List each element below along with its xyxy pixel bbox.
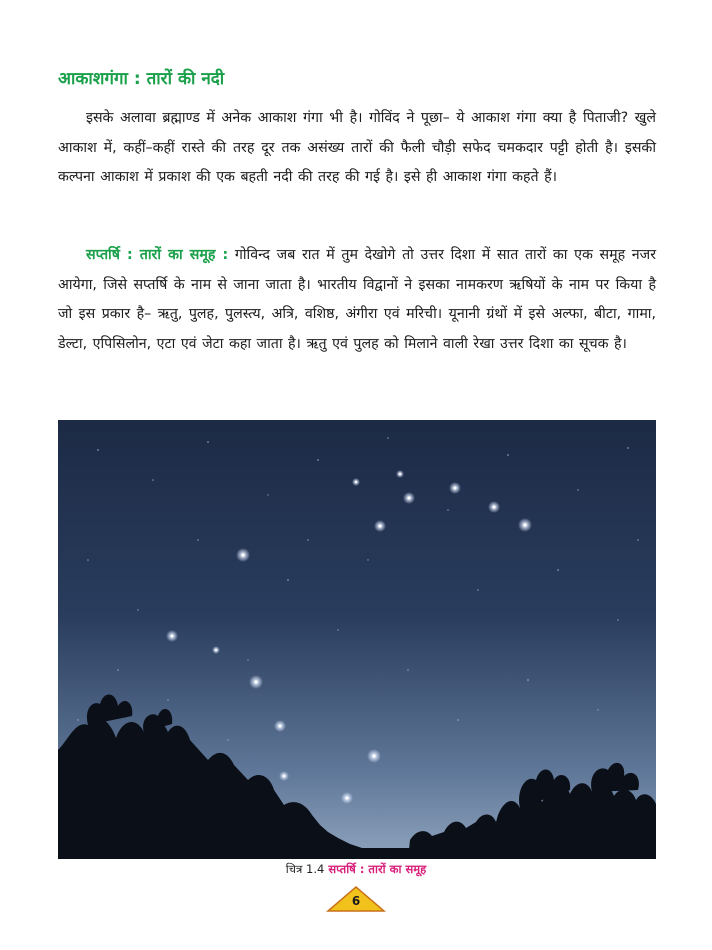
section-heading-saptarishi: सप्तर्षि : तारों का समूह : [86,247,229,263]
saptarishi-photo-illustration [58,420,656,859]
night-sky-photo [58,420,656,859]
page-number: 6 [351,894,361,908]
paragraph-saptarishi-text: गोविन्द जब रात में तुम देखोगे तो उत्तर दिशा में सात तारों का एक समूह नजर आयेगा, जिसे सप्तर्षि के नाम से जाना जाता है। भारतीय विद्वानों ने इसका नामकरण ऋषियों के नाम पर किया है जो इस प्रकार है– ऋतु, पुलह, पुलस्त्य, अत्रि, वशिष्ठ, अंगीरा एवं मरिची। यूनानी ग्रंथों में इसे अल्फा, बीटा, गामा, डेल्टा, एपिसिलोन, एटा एवं जेटा कहा जाता है। ऋतु एवं पुलह को मिलाने वाली रेखा उत्तर दिशा का सूचक है। [58,247,656,352]
section-heading-milky-way: आकाशगंगा : तारों की नदी [58,69,225,89]
paragraph-milky-way: इसके अलावा ब्रह्माण्ड में अनेक आकाश गंगा भी है। गोविंद ने पूछा– ये आकाश गंगा क्या है पिताजी? खुले आकाश में, कहीं–कहीं रास्ते की तरह दूर तक असंख्य तारों की फैली चौड़ी सफेद चमकदार पट्टी होती है। इसकी कल्पना आकाश में प्रकाश की एक बहती नदी की तरह की गई है। इसे ही आकाश गंगा कहते हैं। [58,110,656,185]
page-number-badge [326,885,386,913]
paragraph-saptarishi [58,241,656,359]
figure-caption-title: सप्तर्षि : तारों का समूह [328,862,427,876]
figure-caption [0,862,712,877]
figure-caption-number: चित्र 1.4 [285,862,325,876]
